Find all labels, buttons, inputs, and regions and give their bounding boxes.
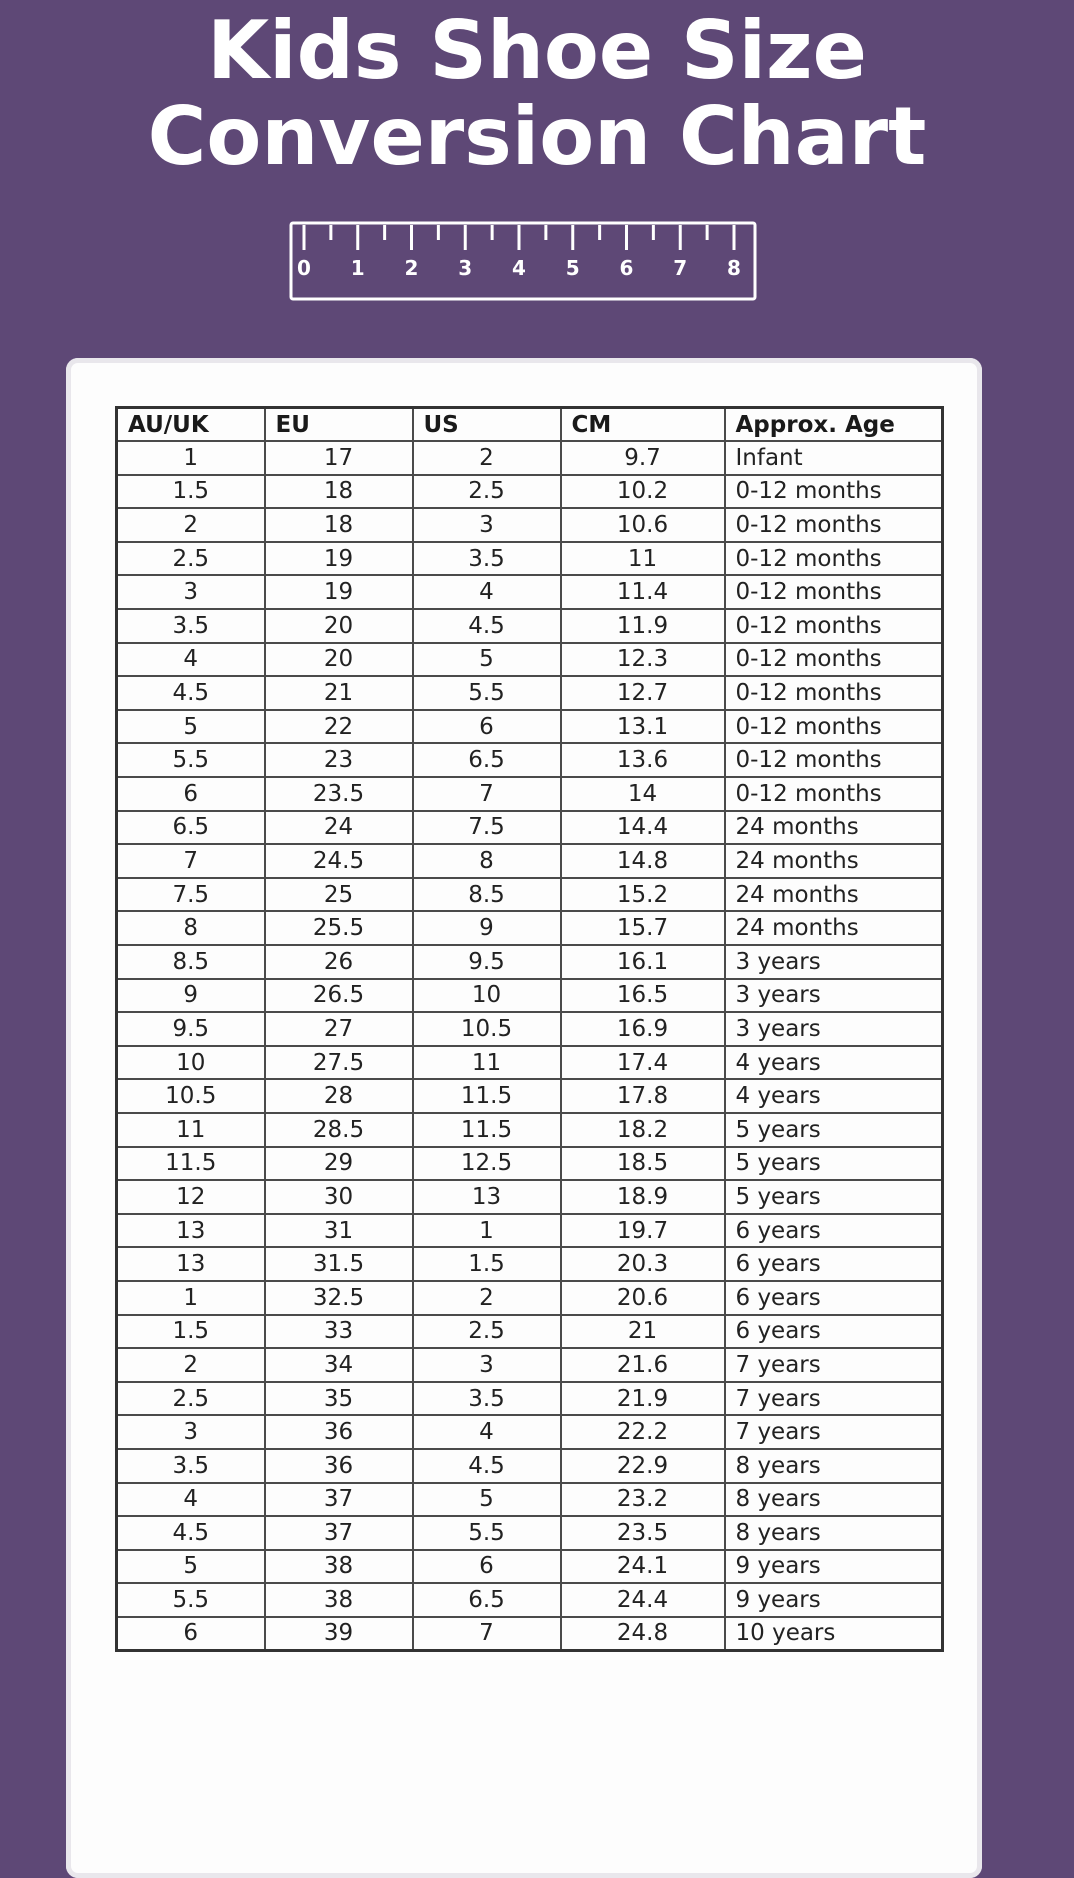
table-cell: 2: [413, 1281, 561, 1315]
table-cell: 17.8: [561, 1079, 725, 1113]
table-row: [117, 1113, 943, 1147]
table-row: [117, 1483, 943, 1517]
table-cell: 19: [265, 542, 413, 576]
table-cell: 11.9: [561, 609, 725, 643]
table-cell: 23.5: [265, 777, 413, 811]
table-cell: 0-12 months: [725, 475, 943, 509]
column-header: Approx. Age: [725, 408, 943, 442]
table-cell: 24.8: [561, 1617, 725, 1651]
table-cell: 19: [265, 575, 413, 609]
size-conversion-table: [115, 406, 944, 1652]
page-title: [0, 4, 1074, 183]
table-row: [117, 1516, 943, 1550]
title-line-2: Conversion Chart: [147, 90, 927, 183]
table-row: [117, 1315, 943, 1349]
table-row: [117, 1583, 943, 1617]
table-cell: 35: [265, 1382, 413, 1416]
table-cell: 11: [561, 542, 725, 576]
table-cell: 3: [117, 1415, 265, 1449]
chart-card: [66, 358, 982, 1878]
table-cell: 15.2: [561, 878, 725, 912]
table-cell: 18.2: [561, 1113, 725, 1147]
table-cell: 1.5: [413, 1247, 561, 1281]
table-cell: 24 months: [725, 911, 943, 945]
table-cell: 16.5: [561, 979, 725, 1013]
table-cell: 21: [561, 1315, 725, 1349]
table-row: [117, 508, 943, 542]
table-cell: 39: [265, 1617, 413, 1651]
table-cell: 6 years: [725, 1281, 943, 1315]
table-cell: 4 years: [725, 1046, 943, 1080]
table-cell: 18: [265, 475, 413, 509]
table-cell: 18.9: [561, 1180, 725, 1214]
table-row: [117, 643, 943, 677]
table-cell: 17.4: [561, 1046, 725, 1080]
table-cell: 2: [413, 441, 561, 475]
table-cell: 26.5: [265, 979, 413, 1013]
table-row: [117, 1214, 943, 1248]
table-cell: 13: [117, 1247, 265, 1281]
table-cell: 11.5: [117, 1147, 265, 1181]
table-cell: 12.7: [561, 676, 725, 710]
table-cell: 25.5: [265, 911, 413, 945]
table-cell: 31: [265, 1214, 413, 1248]
table-cell: 4: [413, 575, 561, 609]
table-cell: 20.6: [561, 1281, 725, 1315]
table-cell: 8: [117, 911, 265, 945]
table-row: [117, 911, 943, 945]
table-cell: 21.6: [561, 1348, 725, 1382]
table-cell: 6.5: [117, 811, 265, 845]
table-cell: 0-12 months: [725, 676, 943, 710]
table-cell: 23.5: [561, 1516, 725, 1550]
table-row: [117, 979, 943, 1013]
table-cell: 4: [413, 1415, 561, 1449]
table-cell: 9.5: [117, 1012, 265, 1046]
table-row: [117, 1550, 943, 1584]
table-cell: 11.5: [413, 1113, 561, 1147]
table-cell: 24 months: [725, 878, 943, 912]
ruler-icon: [288, 220, 758, 302]
table-cell: 7: [413, 1617, 561, 1651]
table-cell: 5 years: [725, 1180, 943, 1214]
table-row: [117, 1382, 943, 1416]
table-cell: 21.9: [561, 1382, 725, 1416]
table-cell: 11.5: [413, 1079, 561, 1113]
table-cell: 28: [265, 1079, 413, 1113]
table-cell: 2.5: [413, 475, 561, 509]
table-cell: 22.2: [561, 1415, 725, 1449]
table-row: [117, 475, 943, 509]
table-cell: 13: [117, 1214, 265, 1248]
ruler-number: 1: [350, 256, 365, 280]
table-cell: 26: [265, 945, 413, 979]
table-cell: 2.5: [117, 542, 265, 576]
table-cell: 8.5: [117, 945, 265, 979]
table-cell: 20: [265, 609, 413, 643]
table-cell: 24 months: [725, 844, 943, 878]
table-cell: 9 years: [725, 1550, 943, 1584]
table-cell: 38: [265, 1550, 413, 1584]
table-cell: Infant: [725, 441, 943, 475]
table-cell: 5: [117, 710, 265, 744]
table-cell: 10.5: [117, 1079, 265, 1113]
table-cell: 18: [265, 508, 413, 542]
table-cell: 3 years: [725, 945, 943, 979]
table-row: [117, 1180, 943, 1214]
table-cell: 5: [413, 643, 561, 677]
table-cell: 7 years: [725, 1415, 943, 1449]
table-cell: 9.5: [413, 945, 561, 979]
table-row: [117, 575, 943, 609]
table-cell: 32.5: [265, 1281, 413, 1315]
table-header-row: [117, 408, 943, 442]
table-cell: 15.7: [561, 911, 725, 945]
column-header: EU: [265, 408, 413, 442]
table-row: [117, 1079, 943, 1113]
table-cell: 1: [413, 1214, 561, 1248]
table-cell: 0-12 months: [725, 710, 943, 744]
table-cell: 8 years: [725, 1483, 943, 1517]
table-cell: 5 years: [725, 1147, 943, 1181]
table-cell: 22: [265, 710, 413, 744]
table-cell: 3.5: [117, 609, 265, 643]
table-cell: 38: [265, 1583, 413, 1617]
table-cell: 10: [413, 979, 561, 1013]
table-cell: 9: [413, 911, 561, 945]
table-cell: 24.4: [561, 1583, 725, 1617]
table-cell: 11.4: [561, 575, 725, 609]
table-row: [117, 710, 943, 744]
table-cell: 6.5: [413, 1583, 561, 1617]
ruler-graphic: [288, 220, 758, 302]
table-cell: 3: [117, 575, 265, 609]
table-row: [117, 1415, 943, 1449]
table-row: [117, 1281, 943, 1315]
table-row: [117, 1617, 943, 1651]
table-cell: 1.5: [117, 1315, 265, 1349]
table-cell: 10.5: [413, 1012, 561, 1046]
table-cell: 2.5: [413, 1315, 561, 1349]
table-cell: 6 years: [725, 1247, 943, 1281]
table-cell: 11: [117, 1113, 265, 1147]
ruler-number: 5: [565, 256, 580, 280]
table-row: [117, 878, 943, 912]
table-cell: 7.5: [413, 811, 561, 845]
table-cell: 27: [265, 1012, 413, 1046]
table-row: [117, 811, 943, 845]
table-cell: 5.5: [117, 743, 265, 777]
table-cell: 0-12 months: [725, 508, 943, 542]
table-row: [117, 1348, 943, 1382]
ruler-number: 2: [404, 256, 419, 280]
table-cell: 20: [265, 643, 413, 677]
table-cell: 36: [265, 1449, 413, 1483]
table-cell: 9: [117, 979, 265, 1013]
table-cell: 33: [265, 1315, 413, 1349]
table-cell: 3 years: [725, 979, 943, 1013]
table-cell: 37: [265, 1516, 413, 1550]
table-cell: 4.5: [117, 676, 265, 710]
ruler-number: 3: [458, 256, 473, 280]
table-cell: 23.2: [561, 1483, 725, 1517]
table-cell: 7 years: [725, 1382, 943, 1416]
ruler-number: 6: [619, 256, 634, 280]
table-row: [117, 676, 943, 710]
table-cell: 1: [117, 1281, 265, 1315]
table-cell: 25: [265, 878, 413, 912]
table-cell: 19.7: [561, 1214, 725, 1248]
table-row: [117, 743, 943, 777]
table-cell: 6: [117, 1617, 265, 1651]
table-cell: 12: [117, 1180, 265, 1214]
table-cell: 3: [413, 1348, 561, 1382]
table-cell: 13: [413, 1180, 561, 1214]
ruler-number: 4: [512, 256, 526, 280]
table-cell: 23: [265, 743, 413, 777]
ruler-number: 0: [297, 256, 311, 280]
table-cell: 9 years: [725, 1583, 943, 1617]
table-cell: 4.5: [413, 609, 561, 643]
table-cell: 16.9: [561, 1012, 725, 1046]
table-cell: 0-12 months: [725, 743, 943, 777]
table-cell: 10.6: [561, 508, 725, 542]
table-cell: 7: [413, 777, 561, 811]
table-cell: 1.5: [117, 475, 265, 509]
table-cell: 27.5: [265, 1046, 413, 1080]
table-cell: 4 years: [725, 1079, 943, 1113]
table-cell: 3.5: [413, 542, 561, 576]
table-row: [117, 1247, 943, 1281]
ruler-number: 7: [673, 256, 688, 280]
table-cell: 4.5: [117, 1516, 265, 1550]
table-cell: 24.5: [265, 844, 413, 878]
table-cell: 36: [265, 1415, 413, 1449]
table-cell: 0-12 months: [725, 575, 943, 609]
table-cell: 14: [561, 777, 725, 811]
column-header: AU/UK: [117, 408, 265, 442]
table-cell: 16.1: [561, 945, 725, 979]
table-cell: 24: [265, 811, 413, 845]
table-cell: 9.7: [561, 441, 725, 475]
title-line-1: Kids Shoe Size: [207, 4, 867, 97]
table-cell: 12.3: [561, 643, 725, 677]
table-cell: 5.5: [413, 1516, 561, 1550]
table-cell: 3.5: [117, 1449, 265, 1483]
table-cell: 8 years: [725, 1449, 943, 1483]
table-cell: 29: [265, 1147, 413, 1181]
table-cell: 7 years: [725, 1348, 943, 1382]
table-cell: 20.3: [561, 1247, 725, 1281]
table-cell: 4.5: [413, 1449, 561, 1483]
table-cell: 5.5: [413, 676, 561, 710]
column-header: CM: [561, 408, 725, 442]
table-cell: 1: [117, 441, 265, 475]
table-cell: 0-12 months: [725, 542, 943, 576]
table-cell: 8 years: [725, 1516, 943, 1550]
table-cell: 0-12 months: [725, 777, 943, 811]
table-row: [117, 1046, 943, 1080]
table-cell: 13.6: [561, 743, 725, 777]
table-row: [117, 1449, 943, 1483]
table-cell: 6.5: [413, 743, 561, 777]
table-cell: 5: [413, 1483, 561, 1517]
table-row: [117, 1012, 943, 1046]
table-row: [117, 542, 943, 576]
table-cell: 2: [117, 508, 265, 542]
table-cell: 6 years: [725, 1315, 943, 1349]
table-cell: 0-12 months: [725, 609, 943, 643]
table-body: [117, 441, 943, 1650]
table-cell: 2.5: [117, 1382, 265, 1416]
table-cell: 18.5: [561, 1147, 725, 1181]
table-cell: 14.8: [561, 844, 725, 878]
table-cell: 22.9: [561, 1449, 725, 1483]
table-cell: 6 years: [725, 1214, 943, 1248]
table-cell: 10: [117, 1046, 265, 1080]
table-row: [117, 945, 943, 979]
table-cell: 28.5: [265, 1113, 413, 1147]
table-cell: 3 years: [725, 1012, 943, 1046]
table-cell: 37: [265, 1483, 413, 1517]
table-cell: 3.5: [413, 1382, 561, 1416]
table-cell: 14.4: [561, 811, 725, 845]
table-cell: 3: [413, 508, 561, 542]
table-row: [117, 441, 943, 475]
table-row: [117, 777, 943, 811]
ruler-number: 8: [727, 256, 741, 280]
column-header: US: [413, 408, 561, 442]
table-cell: 5 years: [725, 1113, 943, 1147]
table-cell: 2: [117, 1348, 265, 1382]
table-row: [117, 1147, 943, 1181]
table-cell: 4: [117, 643, 265, 677]
table-cell: 17: [265, 441, 413, 475]
table-cell: 8: [413, 844, 561, 878]
table-cell: 11: [413, 1046, 561, 1080]
table-cell: 31.5: [265, 1247, 413, 1281]
table-row: [117, 609, 943, 643]
table-cell: 10 years: [725, 1617, 943, 1651]
table-cell: 8.5: [413, 878, 561, 912]
table-cell: 0-12 months: [725, 643, 943, 677]
table-cell: 4: [117, 1483, 265, 1517]
table-cell: 30: [265, 1180, 413, 1214]
table-cell: 21: [265, 676, 413, 710]
table-cell: 6: [413, 710, 561, 744]
table-cell: 12.5: [413, 1147, 561, 1181]
table-row: [117, 844, 943, 878]
table-cell: 7.5: [117, 878, 265, 912]
table-cell: 7: [117, 844, 265, 878]
table-cell: 5: [117, 1550, 265, 1584]
table-cell: 6: [413, 1550, 561, 1584]
table-cell: 13.1: [561, 710, 725, 744]
table-cell: 10.2: [561, 475, 725, 509]
table-cell: 6: [117, 777, 265, 811]
table-cell: 34: [265, 1348, 413, 1382]
table-cell: 24.1: [561, 1550, 725, 1584]
table-cell: 5.5: [117, 1583, 265, 1617]
table-cell: 24 months: [725, 811, 943, 845]
